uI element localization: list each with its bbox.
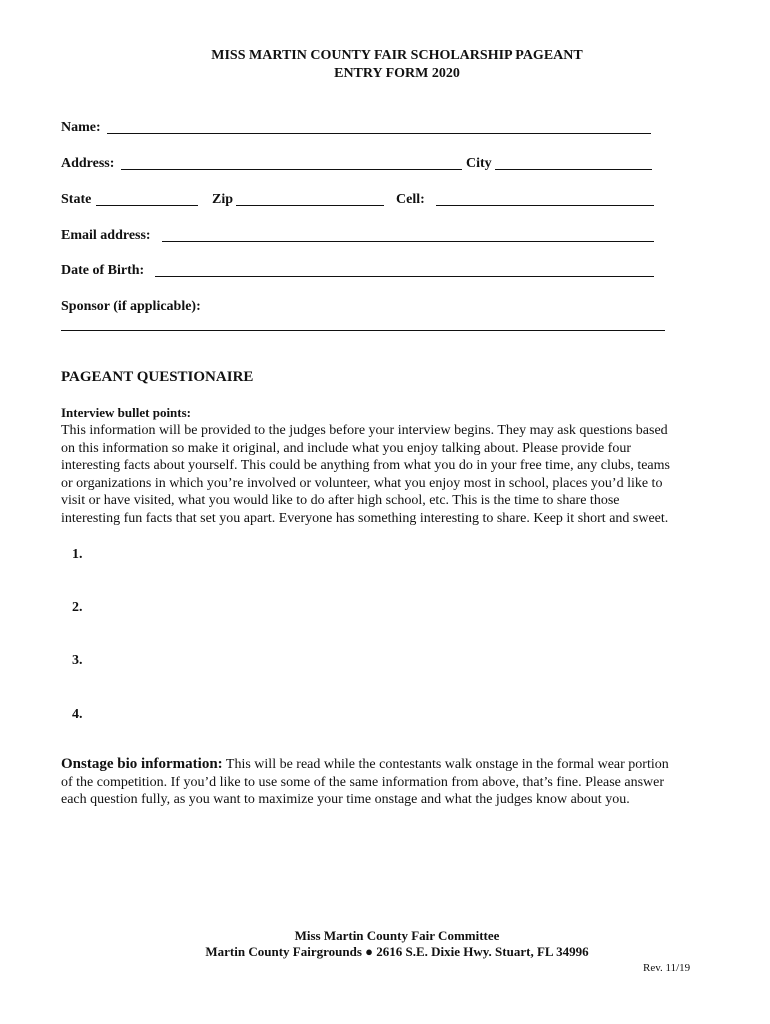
- footer-address: Martin County Fairgrounds ● 2616 S.E. Dixie Hwy. Stuart, FL 34996: [205, 944, 589, 959]
- email-field[interactable]: [162, 241, 654, 242]
- bullet-number-4: 4.: [72, 707, 83, 722]
- bullet-number-2: 2.: [72, 600, 83, 615]
- interview-instructions: [61, 422, 721, 528]
- sponsor-field[interactable]: [61, 330, 665, 331]
- sponsor-label: Sponsor (if applicable):: [61, 299, 201, 314]
- bullet-number-1: 1.: [72, 547, 83, 562]
- questionnaire-heading: PAGEANT QUESTIONAIRE: [61, 369, 254, 385]
- cell-field[interactable]: [436, 205, 654, 206]
- instruction-line: on this information so make it original, and include what you enjoy talking about. Please provide four: [61, 440, 631, 456]
- interview-heading: Interview bullet points:: [61, 405, 191, 420]
- instruction-line: or organizations in which you’re involved or volunteer, what you enjoy most in school, places you’d like to: [61, 475, 663, 491]
- bio-line: each question fully, as you want to maximize your time onstage and what the judges know about you.: [61, 792, 630, 808]
- instruction-line: interesting facts about yourself. This could be anything from what you do in your free time, any clubs, teams: [61, 458, 670, 474]
- city-field[interactable]: [495, 169, 652, 170]
- bio-line: This will be read while the contestants walk onstage in the formal wear portion: [222, 757, 669, 772]
- email-label: Email address:: [61, 228, 151, 243]
- zip-label: Zip: [212, 192, 234, 207]
- dob-label: Date of Birth:: [61, 263, 145, 278]
- address-label: Address:: [61, 156, 115, 171]
- instruction-line: interesting fun facts that set you apart. Everyone has something interesting to share. Keep it short and sweet.: [61, 510, 669, 526]
- instruction-line: This information will be provided to the judges before your interview begins. They may ask questions based: [61, 423, 668, 438]
- cell-label: Cell:: [396, 192, 425, 207]
- address-field[interactable]: [121, 169, 462, 170]
- form-title: MISS MARTIN COUNTY FAIR SCHOLARSHIP PAGEANT: [211, 48, 583, 63]
- name-label: Name:: [61, 120, 101, 135]
- dob-field[interactable]: [155, 276, 654, 277]
- instruction-line: visit or have visited, what you would like to do after high school, etc. This is the time to share those: [61, 493, 620, 509]
- state-field[interactable]: [96, 205, 198, 206]
- bio-instructions: [61, 756, 741, 809]
- form-subtitle: ENTRY FORM 2020: [334, 66, 460, 81]
- name-field[interactable]: [107, 133, 651, 134]
- bio-line: of the competition. If you’d like to use some of the same information from above, that’s fine. Please answer: [61, 774, 665, 790]
- bullet-number-3: 3.: [72, 653, 83, 668]
- city-label: City: [466, 156, 492, 171]
- revision-note: Rev. 11/19: [643, 962, 691, 974]
- state-label: State: [61, 192, 92, 207]
- footer-committee: Miss Martin County Fair Committee: [294, 928, 500, 943]
- zip-field[interactable]: [236, 205, 384, 206]
- bio-heading: Onstage bio information:: [61, 756, 223, 772]
